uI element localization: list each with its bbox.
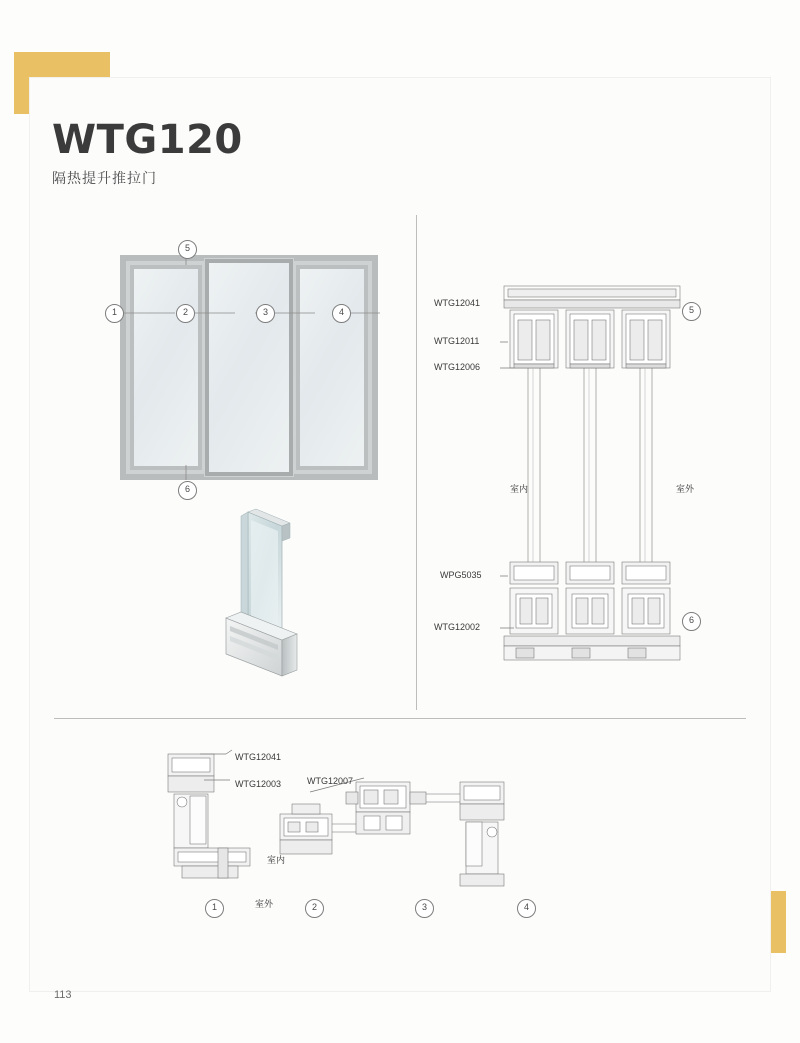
page-subtitle: 隔热提升推拉门 xyxy=(52,170,157,186)
label-WPG5035-vertical: WPG5035 xyxy=(440,570,482,580)
callout-3-elevation: 3 xyxy=(256,304,275,323)
elevation-leader-lines xyxy=(95,235,395,500)
outdoor-label-horizontal: 室外 xyxy=(255,899,274,909)
label-WTG12006-vertical: WTG12006 xyxy=(434,362,481,372)
label-WTG12011-vertical: WTG12011 xyxy=(434,336,480,346)
indoor-label-horizontal: 室内 xyxy=(267,855,286,865)
callout-3-horizontal: 3 xyxy=(415,899,434,918)
callout-4-horizontal: 4 xyxy=(517,899,536,918)
horizontal-section-drawing xyxy=(160,748,600,898)
corner-profile-3d-render xyxy=(196,500,346,690)
callout-5-elevation: 5 xyxy=(178,240,197,259)
label-WTG12003-horizontal: WTG12003 xyxy=(235,779,282,789)
page-title: WTG120 xyxy=(52,117,243,163)
callout-4-elevation: 4 xyxy=(332,304,351,323)
callout-6-elevation: 6 xyxy=(178,481,197,500)
page-number: 113 xyxy=(54,989,72,1001)
vertical-section-drawing xyxy=(500,280,685,680)
callout-2-elevation: 2 xyxy=(176,304,195,323)
callout-5-vertical: 5 xyxy=(682,302,701,321)
callout-1-elevation: 1 xyxy=(105,304,124,323)
label-WTG12041-horizontal: WTG12041 xyxy=(235,752,282,762)
horizontal-divider xyxy=(54,718,746,719)
vertical-divider xyxy=(416,215,417,710)
label-WTG12041-vertical: WTG12041 xyxy=(434,298,481,308)
label-WTG12007-horizontal: WTG12007 xyxy=(307,776,354,786)
callout-6-vertical: 6 xyxy=(682,612,701,631)
callout-2-horizontal: 2 xyxy=(305,899,324,918)
callout-1-horizontal: 1 xyxy=(205,899,224,918)
indoor-label-vertical: 室内 xyxy=(510,484,529,494)
outdoor-label-vertical: 室外 xyxy=(676,484,695,494)
title-block xyxy=(52,117,243,188)
label-WTG12002-vertical: WTG12002 xyxy=(434,622,481,632)
